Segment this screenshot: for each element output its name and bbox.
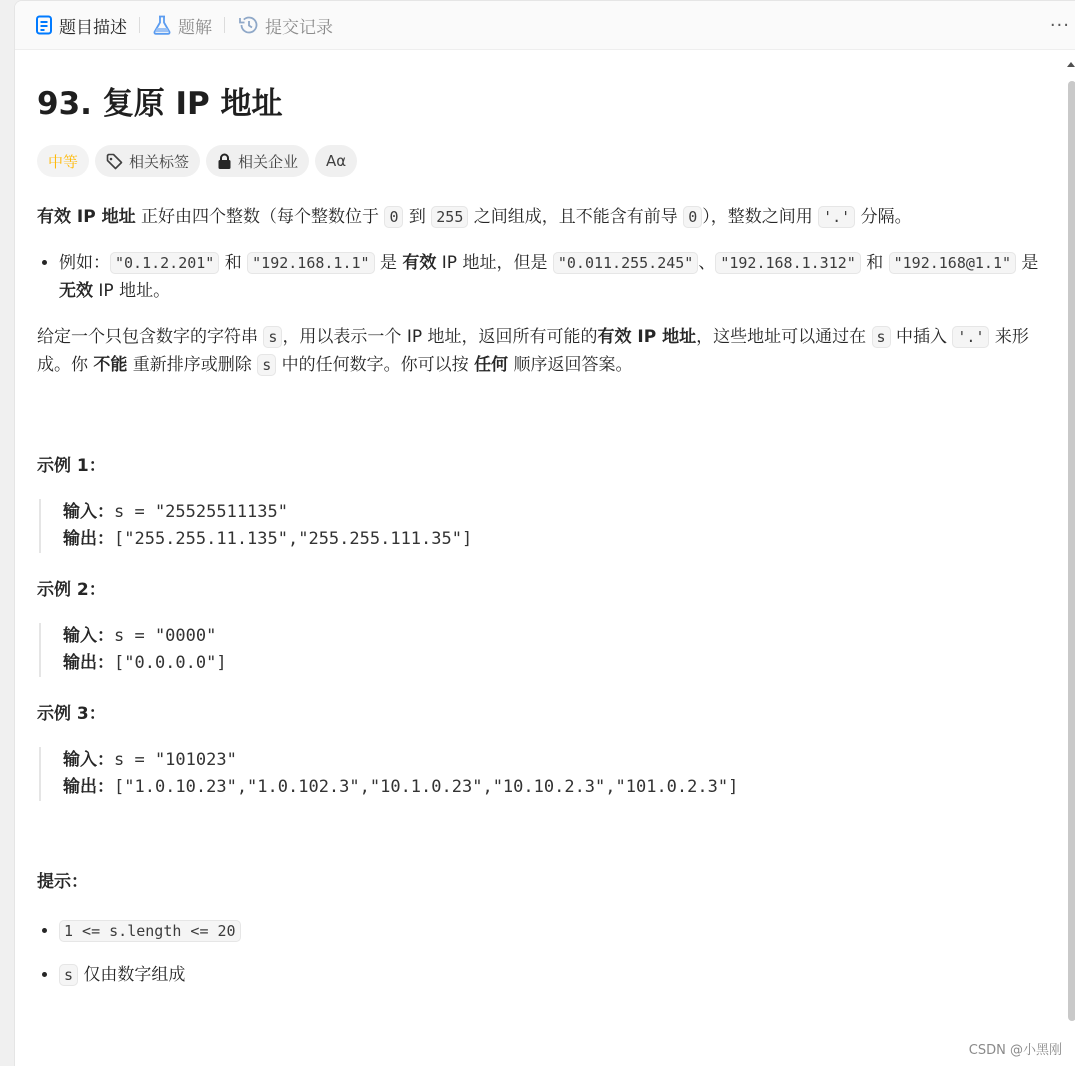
tab-divider	[224, 17, 225, 33]
hints-list	[37, 917, 1052, 989]
tab-divider	[139, 17, 140, 33]
output-label: 输出：	[63, 777, 114, 797]
hints-title: 提示：	[37, 872, 88, 892]
inline-code: 0	[683, 206, 702, 228]
tab-submissions-label: 提交记录	[265, 17, 333, 38]
description-paragraph	[37, 203, 1052, 231]
text: 和	[219, 253, 248, 273]
text: 中的任何数字。你可以按	[276, 355, 475, 375]
tag-icon	[106, 153, 123, 170]
list-item	[59, 249, 1052, 305]
text: 仅由数字组成	[78, 965, 186, 985]
text: 重新排序或删除	[127, 355, 258, 375]
tag-row	[37, 145, 1052, 177]
example-input: s = "101023"	[114, 750, 237, 770]
problem-content	[15, 84, 1075, 989]
input-label: 输入：	[63, 502, 114, 522]
related-companies-button[interactable]	[206, 145, 309, 177]
inline-code: '.'	[818, 206, 855, 228]
document-icon	[35, 15, 53, 35]
tab-bar	[15, 1, 1075, 50]
text: 到	[403, 207, 432, 227]
inline-code: 0	[384, 206, 403, 228]
text: 是	[1016, 253, 1039, 273]
inline-code: "0.1.2.201"	[110, 252, 219, 274]
text: 和	[860, 253, 889, 273]
related-tags-button[interactable]	[95, 145, 200, 177]
example-3-title: 示例 3：	[37, 704, 106, 724]
example-input: s = "0000"	[114, 626, 217, 646]
scrollbar-thumb[interactable]	[1068, 81, 1075, 1021]
list-item	[59, 917, 1052, 945]
tab-solutions[interactable]	[152, 13, 212, 38]
inline-code: "192.168.1.1"	[247, 252, 374, 274]
text: 、	[698, 253, 716, 273]
text: ），整数之间用	[702, 207, 819, 227]
output-label: 输出：	[63, 529, 114, 549]
bold-text: 不能	[93, 355, 128, 375]
more-icon[interactable]: ···	[1049, 15, 1070, 36]
example-1-block	[39, 499, 1052, 553]
bold-text: 无效	[59, 281, 93, 301]
input-label: 输入：	[63, 626, 114, 646]
lock-icon	[217, 153, 232, 170]
inline-code: 255	[431, 206, 468, 228]
inline-code: "192.168@1.1"	[889, 252, 1016, 274]
text: 之间组成，且不能含有前导	[468, 207, 684, 227]
watermark: CSDN @小黑刚	[968, 1043, 1062, 1058]
scroll-up-icon[interactable]	[1066, 56, 1075, 72]
text: IP 地址。	[93, 281, 171, 301]
bold-text: 有效 IP 地址	[597, 327, 697, 347]
example-3-block	[39, 747, 1052, 801]
text: 是	[374, 253, 403, 273]
list-item	[59, 961, 1052, 989]
translate-button[interactable]	[315, 145, 357, 177]
example-2-block	[39, 623, 1052, 677]
example-output: ["0.0.0.0"]	[114, 653, 227, 673]
example-2-title: 示例 2：	[37, 580, 106, 600]
task-paragraph	[37, 323, 1052, 379]
problem-title: 93. 复原 IP 地址	[37, 86, 283, 122]
text: 例如：	[59, 253, 110, 273]
bold-text: 有效 IP 地址	[37, 207, 136, 227]
inline-code: s	[872, 326, 891, 348]
inline-code: '.'	[952, 326, 989, 348]
history-icon	[237, 15, 259, 35]
related-companies-label: 相关企业	[238, 152, 299, 171]
tab-description-label: 题目描述	[59, 17, 127, 38]
output-label: 输出：	[63, 653, 114, 673]
problem-panel	[14, 0, 1075, 1066]
example-list	[37, 249, 1052, 305]
tab-description[interactable]	[35, 13, 127, 38]
example-output: ["255.255.11.135","255.255.111.35"]	[114, 529, 473, 549]
text: 来形成。你	[37, 327, 1029, 375]
inline-code: "0.011.255.245"	[553, 252, 698, 274]
tab-solutions-label: 题解	[178, 17, 212, 38]
related-tags-label: 相关标签	[129, 152, 190, 171]
example-1-title: 示例 1：	[37, 456, 106, 476]
inline-code: 1 <= s.length <= 20	[59, 920, 241, 942]
text: 顺序返回答案。	[508, 355, 633, 375]
translate-icon: Aα	[326, 152, 347, 170]
bold-text: 任何	[474, 355, 509, 375]
difficulty-badge: 中等	[37, 145, 89, 177]
flask-icon	[152, 15, 172, 35]
example-output: ["1.0.10.23","1.0.102.3","10.1.0.23","10.10.2.3","101.0.2.3"]	[114, 777, 739, 797]
inline-code: s	[263, 326, 282, 348]
bold-text: 有效	[402, 253, 437, 273]
text: ，用以表示一个 IP 地址，返回所有可能的	[282, 327, 598, 347]
example-input: s = "25525511135"	[114, 502, 288, 522]
tab-submissions[interactable]	[237, 13, 333, 38]
text: 中插入	[890, 327, 953, 347]
text: 分隔。	[855, 207, 912, 227]
text: ，这些地址可以通过在	[696, 327, 872, 347]
inline-code: "192.168.1.312"	[715, 252, 860, 274]
text: IP 地址，但是	[436, 253, 553, 273]
inline-code: s	[257, 354, 276, 376]
text: 给定一个只包含数字的字符串	[37, 327, 264, 347]
inline-code: s	[59, 964, 78, 986]
input-label: 输入：	[63, 750, 114, 770]
text: 正好由四个整数（每个整数位于	[135, 207, 385, 227]
